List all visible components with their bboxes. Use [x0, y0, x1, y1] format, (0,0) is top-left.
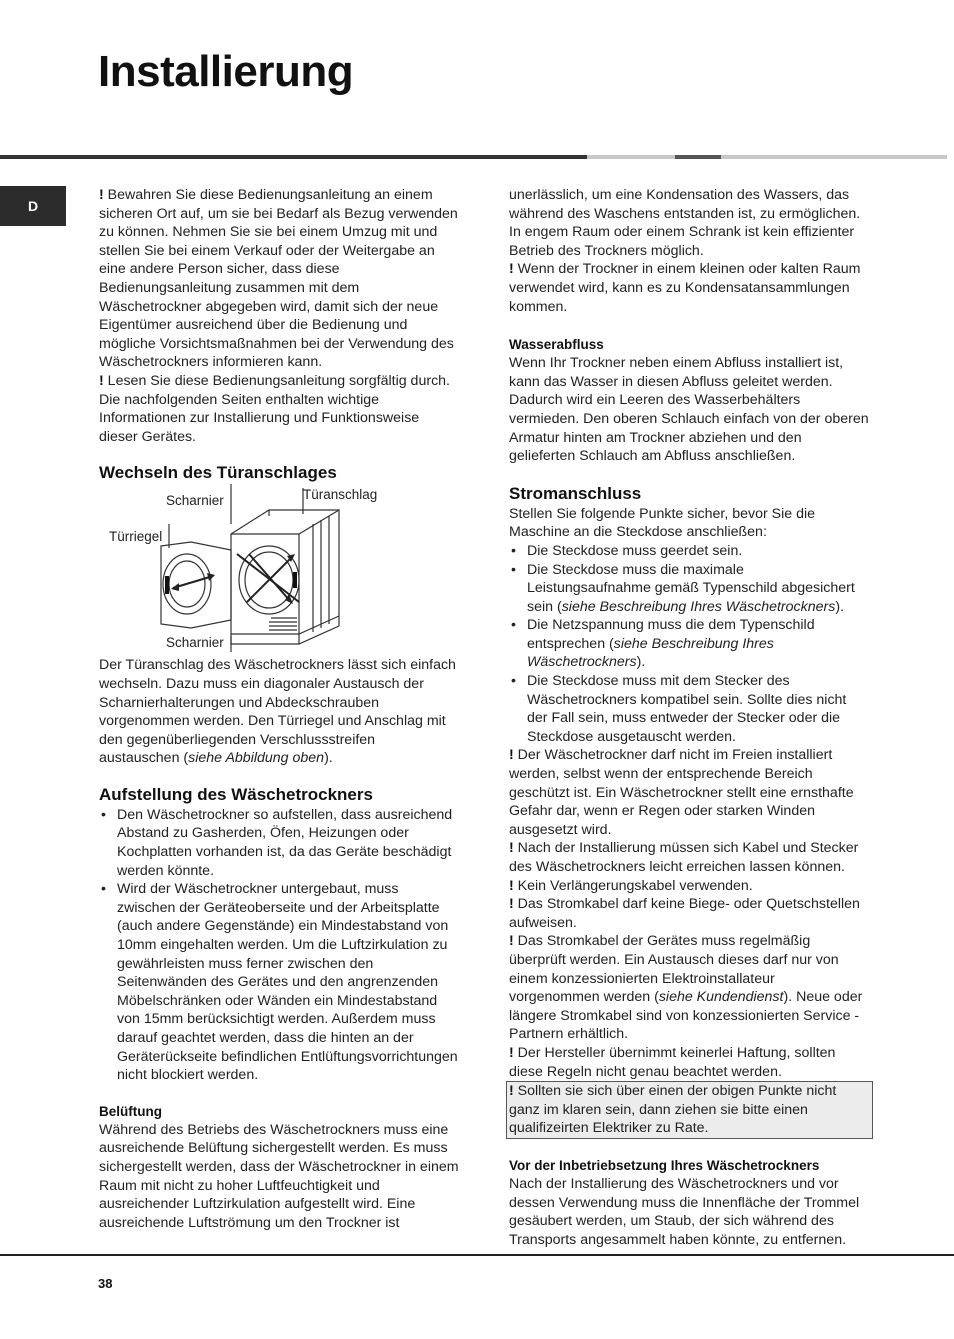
before-use-heading: Vor der Inbetriebsetzung Ihres Wäschetrockners — [509, 1157, 820, 1173]
footer-rule — [0, 1254, 954, 1256]
vent-warning-text: Wenn der Trockner in einem kleinen oder kalten Raum verwendet wird, kann es zu Kondensatansammlungen kommen. — [509, 261, 861, 315]
warning-mark: ! — [509, 1083, 514, 1100]
list-item — [509, 616, 869, 672]
label-door-stop: Türanschlag — [303, 487, 378, 503]
warning-6 — [509, 1044, 869, 1081]
drain-text: Wenn Ihr Trockner neben einem Abfluss installiert ist, kann das Wasser in diesen Abfluss geleitet werden. Dadurch wird ein Leeren des Wasserbehälters vermieden. Den oberen Schlauch einfach von der oberen Armatur hinten am Trockner abziehen und den gelieferten Schlauch am Abfluss anschließen. — [509, 355, 869, 465]
item-text: Die Steckdose muss die maximale Leistungsaufnahme gemäß Typenschild abgesichert sein ( — [527, 561, 855, 615]
warning-4 — [509, 895, 869, 932]
door-heading: Wechseln des Türanschlages — [99, 463, 337, 483]
warning-mark: ! — [509, 261, 514, 278]
warning-text: Kein Verlängerungskabel verwenden. — [513, 877, 753, 894]
door-text-b: ). — [324, 750, 333, 767]
warning-mark: ! — [509, 896, 514, 913]
door-text-em: siehe Abbildung oben — [188, 750, 325, 767]
power-heading: Stromanschluss — [509, 483, 642, 503]
item-text: ). — [835, 598, 845, 615]
dryer-door-illustration — [99, 484, 459, 656]
warning-em: siehe Kundendienst — [658, 989, 784, 1006]
power-list — [509, 542, 869, 747]
door-text — [99, 656, 459, 768]
list-item: • Wird der Wäschetrockner untergebaut, muss zwischen der Geräteoberseite und der Arbeitsplatte (auch andere Gegenstände) ein Mindestabstand von 10mm eingehalten werden. Um die Luftzirkulation zu gewährleisten muss ferner zwischen den Seitenwänden des Gerätes und den angrenzenden Möbelschränken oder Wänden ein Mindestabstand von 15mm berücksichtigt werden. Außerdem muss darauf geachtet werden, dass die hinten an der Geräterückseite befindlichen Entlüftungsvorrichtungen nicht blockiert werden. — [99, 880, 459, 1085]
door-text-a: Der Türanschlag des Wäschetrockners lässt sich einfach wechseln. Dazu muss ein diagonaler Austausch der Scharnierhalterungen und Abdeckschrauben vorgenommen werden. Den Türriegel und Anschlag mit den gegenüberliegenden Verschlussstreifen austauschen ( — [99, 657, 456, 767]
warning-text: Der Hersteller übernimmt keinerlei Haftung, sollten diese Regeln nicht genau beachtet werden. — [509, 1044, 836, 1080]
setup-list — [99, 806, 459, 1085]
item-em: siehe Beschreibung Ihres Wäschetrockners — [561, 598, 836, 615]
item-text: ). — [636, 654, 646, 671]
intro-text-1: Bewahren Sie diese Bedienungsanleitung an einem sicheren Ort auf, um sie bei Bedarf als Bezug verwenden zu können. Nehmen Sie sie bei einem Umzug mit und stellen Sie bei einem Verkauf oder der Weitergabe an eine andere Person sicher, dass diese Bedienungsanleitung zusammen mit dem Wäschetrockner abgegeben wird, damit sich der neue Eigentümer ausreichend über die Bedienung und mögliche Vorsichtsmaßnahmen bei der Verwendung des Wäschetrockners informieren kann. — [99, 187, 458, 371]
warning-3 — [509, 877, 869, 896]
intro-paragraph-2 — [99, 372, 459, 446]
page-title: Installierung — [98, 47, 354, 96]
warning-mark: ! — [509, 1044, 514, 1061]
boxed-warning — [506, 1081, 873, 1139]
label-hinge-top: Scharnier — [166, 493, 224, 509]
power-intro: Stellen Sie folgende Punkte sicher, bevor Sie die Maschine an die Steckdose anschließen: — [509, 505, 816, 541]
label-door-latch: Türriegel — [109, 529, 163, 545]
vent-warning — [509, 260, 869, 316]
warning-2 — [509, 839, 869, 876]
warning-mark: ! — [509, 840, 514, 857]
warning-text: Das Stromkabel darf keine Biege- oder Quetschstellen aufweisen. — [509, 896, 860, 931]
item-em: siehe Beschreibung Ihres Wäschetrockners — [527, 635, 774, 671]
warning-text: Nach der Installierung müssen sich Kabel und Stecker des Wäschetrockners leicht erreichen lassen können. — [509, 840, 859, 875]
before-use-text: Nach der Installierung des Wäschetrockners und vor dessen Verwendung muss die Innenfläche der Trommel gesäubert werden, um Staub, der sich während des Transports angesammelt haben könnte, zu entfernen. — [509, 1175, 860, 1248]
warning-mark: ! — [99, 372, 104, 389]
list-item: • Den Wäschetrockner so aufstellen, dass ausreichend Abstand zu Gasherden, Öfen, Heizungen oder Kochplatten vorhanden ist, da das Geräte beschädigt werden könnte. — [99, 806, 459, 880]
warning-1 — [509, 746, 869, 839]
door-reversal-figure — [99, 484, 459, 656]
list-item: • Die Steckdose muss mit dem Stecker des Wäschetrockners kompatibel sein. Sollte dies nicht der Fall sein, muss entweder der Stecker oder die Steckdose ausgetauscht werden. — [509, 672, 869, 746]
warning-5 — [509, 932, 869, 1044]
list-item: • Die Steckdose muss geerdet sein. — [509, 542, 869, 561]
language-tab: D — [0, 186, 66, 226]
item-text: Die Netzspannung muss die dem Typenschild entsprechen ( — [527, 617, 815, 652]
intro-paragraph-1 — [99, 186, 459, 372]
setup-heading: Aufstellung des Wäschetrockners — [99, 784, 373, 804]
boxed-warning-text: Sollten sie sich über einen der obigen Punkte nicht ganz im klaren sein, dann ziehen sie bitte einen qualifizeirten Elektriker zu Rate. — [509, 1083, 837, 1137]
left-column — [99, 186, 459, 1232]
vent-heading: Belüftung — [99, 1103, 162, 1119]
drain-heading: Wasserabfluss — [509, 337, 604, 353]
vent-text: Während des Betriebs des Wäschetrockners muss eine ausreichende Belüftung sichergestellt werden. Es muss sichergestellt werden, dass der Wäschetrockner in einem Raum mit nicht zu hoher Luftfeuchtigkeit und ausreichender Luftzirkulation aufgestellt wird. Eine ausreichende Luftströmung um den Trockner ist — [99, 1121, 459, 1231]
warning-text: ). Neue oder längere Stromkabel sind von konzessionierten Service - Partnern erhältlich. — [509, 989, 863, 1043]
right-column — [509, 186, 869, 1249]
label-hinge-bottom: Scharnier — [166, 635, 224, 651]
warning-text: Das Stromkabel der Gerätes muss regelmäßig überprüft werden. Ein Austausch dieses darf nur von einem konzessionierten Elektroinstallateur vorgenommen werden ( — [509, 933, 839, 1006]
warning-mark: ! — [509, 877, 514, 894]
warning-mark: ! — [99, 187, 104, 203]
warning-mark: ! — [509, 933, 514, 950]
vent-continuation: unerlässlich, um eine Kondensation des Wassers, das während des Waschens entstanden ist, zu ermöglichen. In engem Raum oder einem Schrank ist kein effizienter Betrieb des Trockners möglich. — [509, 187, 861, 259]
page-number: 38 — [98, 1276, 113, 1291]
intro-text-2: Lesen Sie diese Bedienungsanleitung sorgfältig durch. Die nachfolgenden Seiten enthalten wichtige Informationen zur Installierung und Funktionsweise dieser Gerätes. — [99, 372, 450, 445]
header-rule — [0, 155, 947, 159]
list-item — [509, 561, 869, 617]
warning-text: Der Wäschetrockner darf nicht im Freien installiert werden, selbst wenn der entsprechende Bereich geschützt ist. Ein Wäschetrockner stellt eine ernsthafte Gefahr dar, wenn er Regen oder starken Winden ausgesetzt wird. — [509, 747, 854, 838]
warning-mark: ! — [509, 747, 514, 764]
